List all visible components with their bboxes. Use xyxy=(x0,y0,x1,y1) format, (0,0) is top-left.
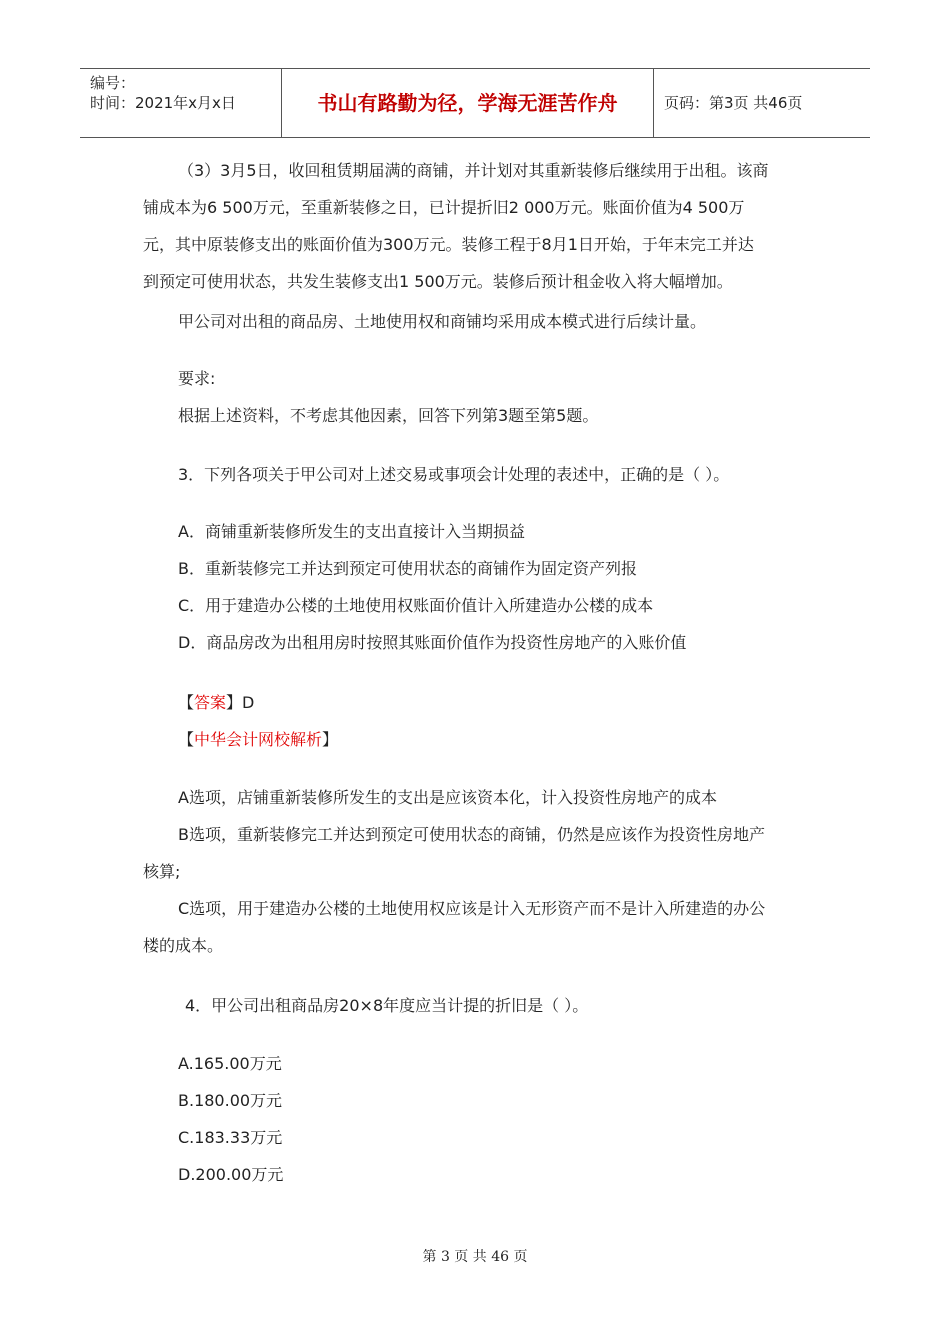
answer-label: 答案 xyxy=(194,693,227,712)
analysis-heading xyxy=(178,729,338,751)
analysis-label: 中华会计网校解析 xyxy=(194,730,323,749)
intro-line: 甲公司对出租的商品房、土地使用权和商铺均采用成本模式进行后续计量。 xyxy=(178,312,707,331)
date-label: 时间：2021年x月x日 xyxy=(90,94,236,112)
question-4-option: C.183.33万元 xyxy=(178,1128,283,1147)
question-4-option: B.180.00万元 xyxy=(178,1091,283,1110)
analysis-line: A选项，店铺重新装修所发生的支出是应该资本化，计入投资性房地产的成本 xyxy=(178,788,717,807)
question-4-option: D.200.00万元 xyxy=(178,1165,284,1184)
header-motto: 书山有路勤为径，学海无涯苦作舟 xyxy=(317,91,618,115)
intro-line: （3）3月5日，收回租赁期届满的商铺，并计划对其重新装修后继续用于出租。该商 xyxy=(178,161,769,180)
question-4-stem: 4．甲公司出租商品房20×8年度应当计提的折旧是（ ）。 xyxy=(185,996,589,1015)
analysis-line: B选项，重新装修完工并达到预定可使用状态的商铺，仍然是应该作为投资性房地产 xyxy=(178,825,765,844)
intro-line: 元，其中原装修支出的账面价值为300万元。装修工程于8月1日开始，于年末完工并达 xyxy=(143,235,754,254)
answer-value: 】D xyxy=(226,693,255,712)
question-3-option: D．商品房改为出租用房时按照其账面价值作为投资性房地产的入账价值 xyxy=(178,633,687,652)
answer-bracket-open: 【 xyxy=(178,693,195,712)
requirement-text: 根据上述资料，不考虑其他因素，回答下列第3题至第5题。 xyxy=(178,406,599,425)
analysis-line: C选项，用于建造办公楼的土地使用权应该是计入无形资产而不是计入所建造的办公 xyxy=(178,899,766,918)
analysis-line: 楼的成本。 xyxy=(143,936,224,955)
question-4-option: A.165.00万元 xyxy=(178,1054,282,1073)
answer-line xyxy=(178,692,254,714)
requirement-label: 要求: xyxy=(178,369,216,388)
analysis-bracket-close: 】 xyxy=(322,730,339,749)
question-3-option: B．重新装修完工并达到预定可使用状态的商铺作为固定资产列报 xyxy=(178,559,637,578)
page-footer: 第 3 页 共 46 页 xyxy=(422,1249,528,1265)
page-header xyxy=(80,68,870,138)
header-meta xyxy=(80,69,280,137)
intro-line: 到预定可使用状态，共发生装修支出1 500万元。装修后预计租金收入将大幅增加。 xyxy=(143,272,733,291)
intro-line: 铺成本为6 500万元，至重新装修之日，已计提折旧2 000万元。账面价值为4 500万 xyxy=(143,198,745,217)
question-3-stem: 3．下列各项关于甲公司对上述交易或事项会计处理的表述中，正确的是（ ）。 xyxy=(178,465,730,484)
question-3-option: A．商铺重新装修所发生的支出直接计入当期损益 xyxy=(178,522,525,541)
analysis-bracket-open: 【 xyxy=(178,730,195,749)
header-page-info: 页码：第3页 共46页 xyxy=(664,94,803,112)
number-label: 编号： xyxy=(90,74,136,92)
analysis-line: 核算; xyxy=(143,862,181,881)
question-3-option: C．用于建造办公楼的土地使用权账面价值计入所建造办公楼的成本 xyxy=(178,596,654,615)
